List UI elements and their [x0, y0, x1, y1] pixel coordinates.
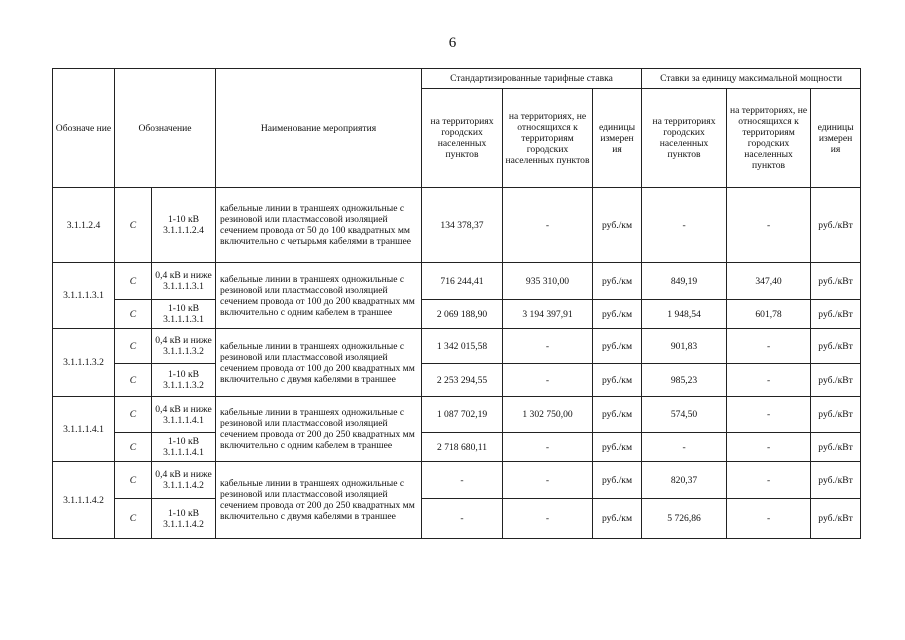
header-urban-2: на территориях городских населенных пунктов — [642, 89, 727, 188]
table-row — [53, 329, 861, 364]
row-type: С — [115, 433, 152, 462]
row-designation: 1-10 кВ 3.1.1.1.3.1 — [152, 300, 216, 329]
table-row — [53, 433, 861, 462]
row-nonurban: - — [503, 433, 593, 462]
row-measure-name: кабельные линии в траншеях одножильные с резиновой или пластмассовой изоляцией сечением провода от 200 до 250 квадратных мм включительно с одним кабелем в траншее — [216, 397, 422, 462]
row-urban: 716 244,41 — [422, 263, 503, 300]
row-p-nonurban: - — [727, 188, 811, 263]
tariff-table — [52, 68, 861, 539]
row-designation: 1-10 кВ 3.1.1.1.2.4 — [152, 188, 216, 263]
row-measure-name: кабельные линии в траншеях одножильные с резиновой или пластмассовой изоляцией сечением провода от 200 до 250 квадратных мм включительно с двумя кабелями в траншее — [216, 462, 422, 539]
row-nonurban: - — [503, 188, 593, 263]
page-number: 6 — [448, 35, 457, 51]
row-p-nonurban: - — [727, 329, 811, 364]
row-unit: руб./км — [593, 499, 642, 539]
row-type: С — [115, 263, 152, 300]
table-row — [53, 188, 861, 263]
header-code: Обозначе ние — [53, 69, 115, 188]
row-p-unit: руб./кВт — [811, 300, 861, 329]
row-unit: руб./км — [593, 433, 642, 462]
row-p-urban: 820,37 — [642, 462, 727, 499]
row-code: 3.1.1.1.4.1 — [53, 397, 115, 462]
row-urban: 2 253 294,55 — [422, 364, 503, 397]
row-p-urban: 901,83 — [642, 329, 727, 364]
table-row — [53, 364, 861, 397]
table-body — [53, 188, 861, 539]
row-p-urban: 574,50 — [642, 397, 727, 433]
header-urban-1: на территориях городских населенных пунктов — [422, 89, 503, 188]
row-urban: 2 069 188,90 — [422, 300, 503, 329]
row-type: С — [115, 397, 152, 433]
row-nonurban: 3 194 397,91 — [503, 300, 593, 329]
row-unit: руб./км — [593, 188, 642, 263]
header-unit-2: единицы измерен ия — [811, 89, 861, 188]
row-nonurban: 935 310,00 — [503, 263, 593, 300]
row-p-nonurban: - — [727, 499, 811, 539]
row-p-nonurban: - — [727, 433, 811, 462]
row-designation: 1-10 кВ 3.1.1.1.4.2 — [152, 499, 216, 539]
row-nonurban: - — [503, 499, 593, 539]
row-designation: 0,4 кВ и ниже 3.1.1.1.4.1 — [152, 397, 216, 433]
header-nonurban-1: на территориях, не относящихся к территориям городских населенных пунктов — [503, 89, 593, 188]
row-type: С — [115, 329, 152, 364]
row-p-urban: 5 726,86 — [642, 499, 727, 539]
row-designation: 1-10 кВ 3.1.1.1.3.2 — [152, 364, 216, 397]
row-urban: 134 378,37 — [422, 188, 503, 263]
row-urban: - — [422, 462, 503, 499]
table-row — [53, 462, 861, 499]
row-p-nonurban: - — [727, 364, 811, 397]
table-row — [53, 263, 861, 300]
row-p-unit: руб./кВт — [811, 364, 861, 397]
header-designation: Обозначение — [115, 69, 216, 188]
row-unit: руб./км — [593, 462, 642, 499]
row-code: 3.1.1.2.4 — [53, 188, 115, 263]
row-code: 3.1.1.1.3.1 — [53, 263, 115, 329]
row-p-urban: - — [642, 188, 727, 263]
row-designation: 0,4 кВ и ниже 3.1.1.1.4.2 — [152, 462, 216, 499]
row-p-unit: руб./кВт — [811, 433, 861, 462]
row-measure-name: кабельные линии в траншеях одножильные с резиновой или пластмассовой изоляцией сечением провода от 100 до 200 квадратных мм включительно с двумя кабелями в траншее — [216, 329, 422, 397]
row-unit: руб./км — [593, 364, 642, 397]
row-p-unit: руб./кВт — [811, 462, 861, 499]
row-nonurban: - — [503, 329, 593, 364]
table-row — [53, 300, 861, 329]
row-p-nonurban: 601,78 — [727, 300, 811, 329]
row-p-unit: руб./кВт — [811, 397, 861, 433]
row-nonurban: - — [503, 462, 593, 499]
row-type: С — [115, 300, 152, 329]
row-unit: руб./км — [593, 263, 642, 300]
row-urban: 1 342 015,58 — [422, 329, 503, 364]
header-row-groups — [53, 69, 861, 89]
row-type: С — [115, 499, 152, 539]
row-p-unit: руб./кВт — [811, 188, 861, 263]
row-code: 3.1.1.1.3.2 — [53, 329, 115, 397]
header-nonurban-2: на территориях, не относящихся к территориям городских населенных пунктов — [727, 89, 811, 188]
row-p-nonurban: 347,40 — [727, 263, 811, 300]
row-type: С — [115, 364, 152, 397]
header-standard-rates: Стандартизированные тарифные ставка — [422, 69, 642, 89]
row-measure-name: кабельные линии в траншеях одножильные с резиновой или пластмассовой изоляцией сечением провода от 100 до 200 квадратных мм включительно с одним кабелем в траншее — [216, 263, 422, 329]
row-measure-name: кабельные линии в траншеях одножильные с резиновой или пластмассовой изоляцией сечением провода от 50 до 100 квадратных мм включительно с четырьмя кабелями в траншее — [216, 188, 422, 263]
header-unit-1: единицы измерен ия — [593, 89, 642, 188]
row-unit: руб./км — [593, 397, 642, 433]
row-urban: 1 087 702,19 — [422, 397, 503, 433]
row-designation: 1-10 кВ 3.1.1.1.4.1 — [152, 433, 216, 462]
row-nonurban: 1 302 750,00 — [503, 397, 593, 433]
row-p-urban: - — [642, 433, 727, 462]
header-power-rates: Ставки за единицу максимальной мощности — [642, 69, 861, 89]
row-p-unit: руб./кВт — [811, 263, 861, 300]
row-code: 3.1.1.1.4.2 — [53, 462, 115, 539]
row-unit: руб./км — [593, 329, 642, 364]
row-p-unit: руб./кВт — [811, 499, 861, 539]
row-type: С — [115, 462, 152, 499]
row-designation: 0,4 кВ и ниже 3.1.1.1.3.2 — [152, 329, 216, 364]
row-p-nonurban: - — [727, 462, 811, 499]
table-row — [53, 397, 861, 433]
row-p-unit: руб./кВт — [811, 329, 861, 364]
row-p-urban: 1 948,54 — [642, 300, 727, 329]
row-p-urban: 849,19 — [642, 263, 727, 300]
row-p-urban: 985,23 — [642, 364, 727, 397]
table-row — [53, 499, 861, 539]
row-nonurban: - — [503, 364, 593, 397]
row-designation: 0,4 кВ и ниже 3.1.1.1.3.1 — [152, 263, 216, 300]
row-urban: - — [422, 499, 503, 539]
header-name: Наименование мероприятия — [216, 69, 422, 188]
row-unit: руб./км — [593, 300, 642, 329]
row-type: С — [115, 188, 152, 263]
row-p-nonurban: - — [727, 397, 811, 433]
row-urban: 2 718 680,11 — [422, 433, 503, 462]
